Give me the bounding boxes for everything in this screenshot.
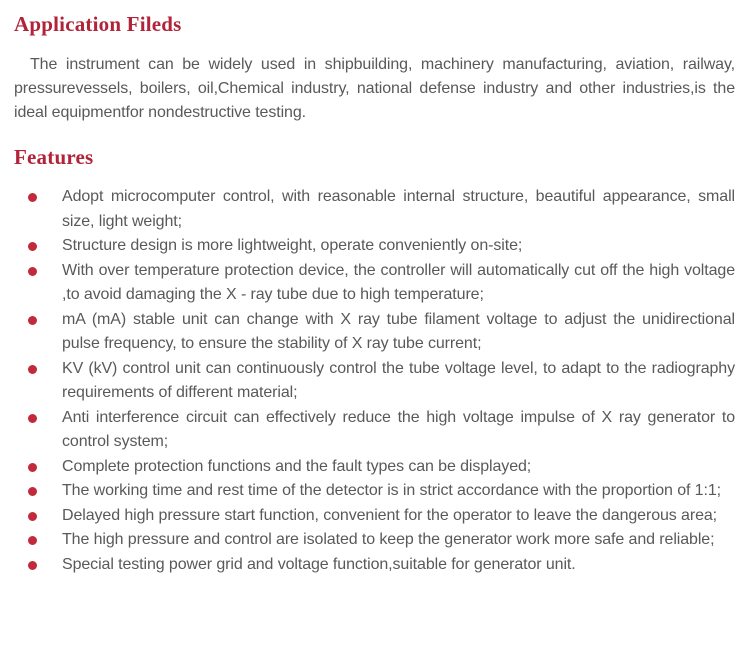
bullet-icon bbox=[28, 193, 37, 202]
feature-item bbox=[14, 479, 735, 504]
bullet-icon bbox=[28, 512, 37, 521]
bullet-icon bbox=[28, 267, 37, 276]
feature-text: Delayed high pressure start function, convenient for the operator to leave the dangerous area; bbox=[62, 506, 718, 524]
feature-text: The high pressure and control are isolated to keep the generator work more safe and reliable; bbox=[62, 531, 715, 548]
feature-text: KV (kV) control unit can continuously control the tube voltage level, to adapt to the radiography requirements of different material; bbox=[62, 359, 735, 401]
feature-item bbox=[14, 259, 735, 308]
bullet-icon bbox=[28, 414, 37, 423]
feature-item bbox=[14, 504, 735, 529]
bullet-icon bbox=[28, 463, 37, 472]
feature-text: Structure design is more lightweight, operate conveniently on-site; bbox=[62, 237, 523, 254]
feature-item bbox=[14, 234, 735, 259]
feature-text: mA (mA) stable unit can change with X ray tube filament voltage to adjust the unidirectional pulse frequency, to ensure the stability of X ray tube current; bbox=[62, 310, 735, 352]
bullet-icon bbox=[28, 365, 37, 374]
feature-item bbox=[14, 308, 735, 357]
application-fields-heading: Application Fileds bbox=[14, 12, 182, 36]
feature-item bbox=[14, 185, 735, 234]
bullet-icon bbox=[28, 536, 37, 545]
feature-item bbox=[14, 357, 735, 406]
features-list bbox=[14, 185, 735, 577]
feature-text: Anti interference circuit can effectively reduce the high voltage impulse of X ray generator to control system; bbox=[62, 408, 735, 450]
bullet-icon bbox=[28, 242, 37, 251]
feature-item bbox=[14, 455, 735, 480]
features-heading: Features bbox=[14, 145, 94, 169]
feature-text: Special testing power grid and voltage function,suitable for generator unit. bbox=[62, 555, 576, 573]
bullet-icon bbox=[28, 561, 37, 570]
feature-text: Complete protection functions and the fault types can be displayed; bbox=[62, 457, 532, 475]
bullet-icon bbox=[28, 316, 37, 325]
feature-item bbox=[14, 528, 735, 553]
application-fields-paragraph: The instrument can be widely used in shipbuilding, machinery manufacturing, aviation, railway, pressurevessels, boilers, oil,Chemical industry, national defense industry and other industries,is the ideal equipmentfor nondestructive testing. bbox=[14, 56, 735, 121]
feature-text: Adopt microcomputer control, with reasonable internal structure, beautiful appearance, small size, light weight; bbox=[62, 188, 735, 230]
feature-text: The working time and rest time of the detector is in strict accordance with the proportion of 1:1; bbox=[62, 482, 721, 499]
bullet-icon bbox=[28, 487, 37, 496]
feature-item bbox=[14, 406, 735, 455]
feature-item bbox=[14, 553, 735, 578]
feature-text: With over temperature protection device, the controller will automatically cut off the high voltage ,to avoid damaging the X - ray tube due to high temperature; bbox=[62, 261, 735, 303]
